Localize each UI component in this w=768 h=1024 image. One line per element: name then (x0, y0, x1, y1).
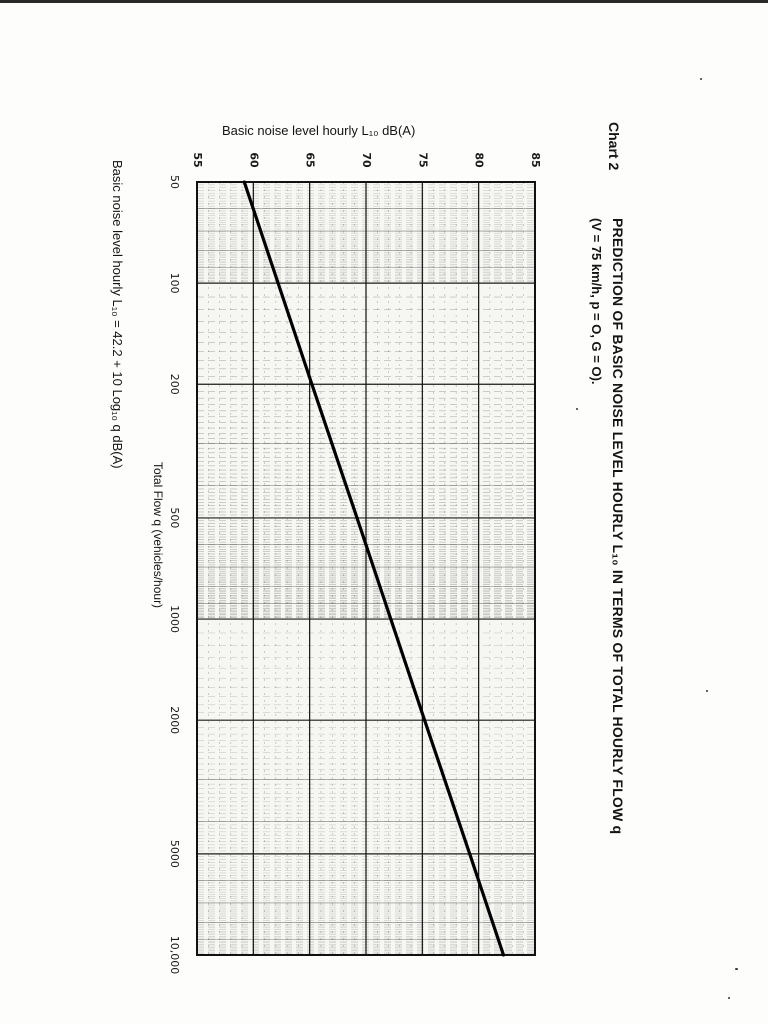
x-tick-label: 2000 (168, 706, 181, 735)
x-tick-label: 1000 (168, 605, 181, 634)
x-axis-label: Total Flow q (vehicles/hour) (151, 462, 165, 609)
y-tick-label: 65 (303, 152, 317, 168)
scan-speck (700, 78, 702, 80)
x-tick-label: 50 (168, 175, 181, 189)
y-tick-label: 80 (472, 152, 486, 168)
x-tick-label: 5000 (168, 839, 181, 868)
y-tick-label: 55 (191, 152, 204, 168)
scan-speck (576, 408, 578, 410)
formula-caption: Basic noise level hourly L₁₀ = 42.2 + 10 Log₁₀ q dB(A) (110, 160, 125, 469)
x-tick-label: 10,000 (168, 935, 181, 975)
y-tick-label: 70 (360, 152, 373, 168)
scan-speck (735, 968, 738, 970)
x-tick-label: 100 (168, 272, 181, 294)
y-tick-label: 75 (416, 152, 430, 168)
y-tick-label: 60 (247, 152, 261, 168)
chart-number-label: Chart 2 (606, 122, 622, 171)
y-tick-label: 85 (529, 152, 542, 168)
x-tick-label: 200 (168, 373, 181, 395)
chart-title: PREDICTION OF BASIC NOISE LEVEL HOURLY L₁₀ IN TERMS OF TOTAL HOURLY FLOW q (610, 218, 626, 835)
scan-speck (728, 997, 730, 999)
y-axis-label: Basic noise level hourly L₁₀ dB(A) (222, 123, 416, 138)
x-tick-label: 500 (168, 507, 181, 529)
scan-speck (706, 690, 708, 692)
chart-subtitle: (V = 75 km/h, p = O, G = O). (589, 218, 604, 385)
